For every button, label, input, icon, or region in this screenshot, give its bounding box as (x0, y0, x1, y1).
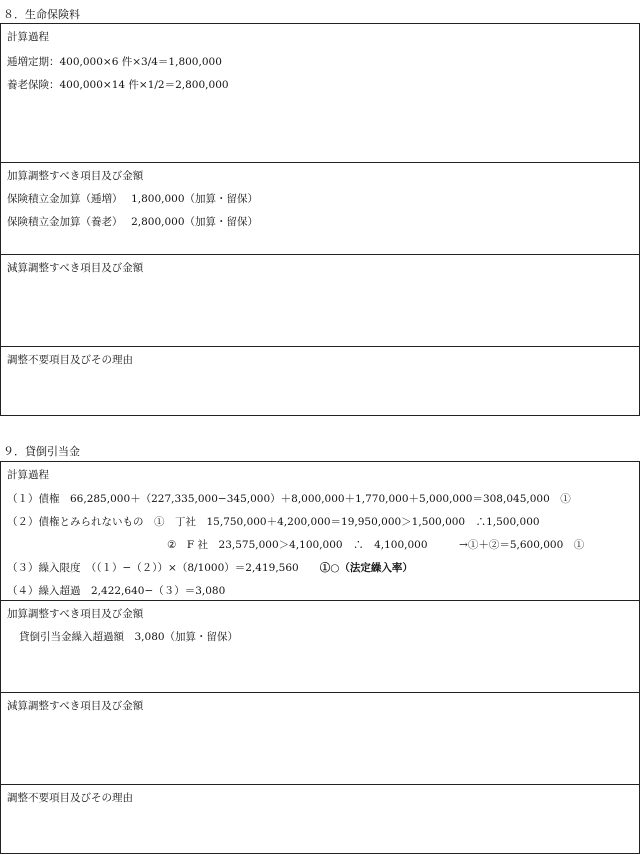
section-9-calc-box (0, 461, 640, 601)
calc-line-limit (7, 560, 413, 575)
statutory-rate-note: ①○（法定繰入率） (319, 562, 413, 574)
section-8-add-box (0, 162, 640, 255)
calc-line-f-company: ② F 社 23,575,000＞4,100,000 ∴ 4,100,000 →①＋②＝5,600,000 ① (167, 539, 585, 551)
add-line: 貸倒引当金繰入超過額 3,080（加算・留保） (19, 631, 239, 643)
add-line: 保険積立金加算（養老） 2,800,000（加算・留保） (7, 216, 259, 228)
calc-header: 計算過程 (7, 469, 49, 481)
section-8-title: ８．生命保険料 (3, 8, 80, 21)
calc-header: 計算過程 (7, 31, 49, 43)
calc-line-non-receivables: （２）債権とみられないもの ① 丁社 15,750,000＋4,200,000＝19,950,000＞1,500,000 ∴1,500,000 (7, 516, 540, 528)
section-9-sub-box (0, 692, 640, 785)
section-8-calc-box (0, 23, 640, 163)
none-header: 調整不要項目及びその理由 (7, 354, 133, 366)
limit-formula: （３）繰入限度 （（１）−（２））×（8/1000）＝2,419,560 (7, 562, 320, 574)
calc-line: 養老保険：400,000×14 件×1/2＝2,800,000 (7, 79, 229, 91)
calc-line-excess: （４）繰入超過 2,422,640−（３）＝3,080 (7, 585, 226, 597)
add-header: 加算調整すべき項目及び金額 (7, 170, 144, 182)
section-8-sub-box (0, 254, 640, 347)
section-8-none-box (0, 346, 640, 416)
add-line: 保険積立金加算（逓増） 1,800,000（加算・留保） (7, 193, 259, 205)
section-9-add-box (0, 600, 640, 693)
calc-line: 逓増定期：400,000×6 件×3/4＝1,800,000 (7, 56, 222, 68)
section-9-title: ９．貸倒引当金 (3, 445, 80, 458)
none-header: 調整不要項目及びその理由 (7, 792, 133, 804)
section-9-none-box (0, 784, 640, 854)
calc-line-receivables: （１）債権 66,285,000＋（227,335,000−345,000）＋8,000,000＋1,770,000＋5,000,000＝308,045,000 ① (7, 493, 571, 505)
sub-header: 減算調整すべき項目及び金額 (7, 262, 144, 274)
sub-header: 減算調整すべき項目及び金額 (7, 700, 144, 712)
add-header: 加算調整すべき項目及び金額 (7, 608, 144, 620)
